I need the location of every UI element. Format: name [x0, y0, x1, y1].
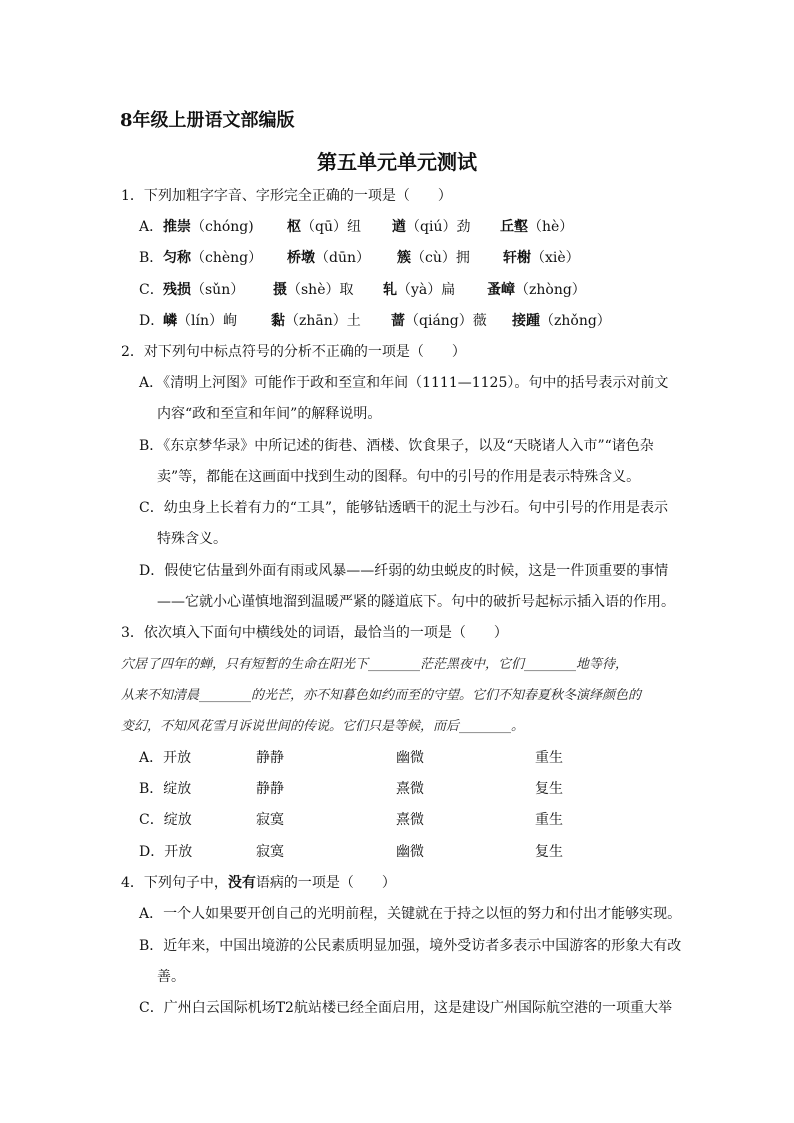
q4-line: A．一个人如果要开创自己的光明前程，关键就在于持之以恒的努力和付出才能够实现。: [139, 906, 682, 922]
question-1-stem: 1．下列加粗字字音、字形完全正确的一项是（ ）: [121, 188, 452, 204]
q3-option-word: 复生: [535, 781, 563, 797]
q4-line: 善。: [157, 969, 185, 985]
document-title: 第五单元单元测试: [317, 150, 477, 174]
q3-option-word: 静静: [256, 750, 284, 766]
q2-line: B．《东京梦华录》中所记述的街巷、酒楼、饮食果子，以及“天晓诸人入市”“诸色杂: [139, 438, 654, 454]
q3-option-word: 幽微: [396, 750, 424, 766]
q2-line: D．假使它估量到外面有雨或风暴——纤弱的幼虫蜕皮的时候，这是一件顶重要的事情: [139, 563, 669, 579]
q1-option-a-item: 枢（qū）纽: [287, 219, 361, 235]
q3-option-word: 熹微: [396, 812, 424, 828]
q1-option-c-label: C．: [139, 282, 164, 298]
q3-passage-line: 变幻，不知风花雪月诉说世间的传说。它们只是等候，而后________。: [121, 719, 525, 734]
question-3-stem: 3．依次填入下面句中横线处的词语，最恰当的一项是（ ）: [121, 625, 508, 641]
q1-option-b-item: 匀称（chèng）: [163, 250, 263, 266]
q3-option-word: 重生: [535, 812, 563, 828]
q1-option-b-item: 轩榭（xiè）: [503, 250, 580, 266]
q3-option-word: 重生: [535, 750, 563, 766]
q2-line: 内容“政和至宣和年间”的解释说明。: [157, 406, 382, 422]
q1-option-a-label: A．: [139, 219, 164, 235]
q1-option-b-item: 簇（cù）拥: [397, 250, 470, 266]
q2-line: 卖”等，都能在这画面中找到生动的图释。句中的引号的作用是表示特殊含义。: [157, 469, 641, 485]
q3-option-word: 幽微: [396, 844, 424, 860]
q1-option-d-item: 蔷（qiáng）薇: [391, 313, 487, 329]
q3-passage-line: 从来不知清晨________的光芒，亦不知暮色如约而至的守望。它们不知春夏秋冬演绎颜色的: [121, 688, 642, 703]
q3-option-label: A．开放: [139, 750, 192, 766]
q4-line: B．近年来，中国出境游的公民素质明显加强，境外受访者多表示中国游客的形象大有改: [139, 938, 682, 954]
q1-option-c-item: 轧（yà）扁: [383, 282, 456, 298]
q3-option-label: D．开放: [139, 844, 193, 860]
q1-option-d-label: D．: [139, 313, 165, 329]
q3-option-word: 静静: [256, 781, 284, 797]
q1-option-b-label: B．: [139, 250, 164, 266]
question-4-stem: 4．下列句子中，没有语病的一项是（ ）: [121, 875, 396, 891]
q1-option-c-item: 残损（sǔn）: [163, 282, 245, 298]
q1-option-a-item: 推崇（chóng): [163, 219, 254, 235]
q1-option-c-item: 蚤嶂（zhòng）: [487, 282, 586, 298]
q3-option-word: 复生: [535, 844, 563, 860]
q2-line: C．幼虫身上长着有力的“工具”，能够钻透晒干的泥土与沙石。句中引号的作用是表示: [139, 500, 669, 516]
q3-option-word: 寂寞: [256, 844, 284, 860]
q1-option-d-item: 接踵（zhǒng）: [512, 313, 611, 329]
q3-option-label: B．绽放: [139, 781, 192, 797]
q1-option-b-item: 桥墩（dūn）: [287, 250, 370, 266]
q3-option-label: C．绽放: [139, 812, 192, 828]
q3-passage-line: 穴居了四年的蝉，只有短暂的生命在阳光下________茫茫黑夜中，它们________地等待，: [121, 657, 629, 672]
q1-option-d-item: 嶙（lín）峋: [163, 313, 237, 329]
q1-option-a-item: 遒（qiú）劲: [392, 219, 471, 235]
q2-line: ——它就小心谨慎地溜到温暖严紧的隧道底下。句中的破折号起标示插入语的作用。: [157, 594, 675, 610]
q2-line: 特殊含义。: [157, 531, 227, 547]
q3-option-word: 寂寞: [256, 812, 284, 828]
q1-option-a-item: 丘壑（hè）: [500, 219, 574, 235]
q1-option-d-item: 黏（zhān）土: [271, 313, 361, 329]
q3-option-word: 熹微: [396, 781, 424, 797]
header-title: 8年级上册语文部编版: [120, 110, 295, 131]
q2-line: A．《清明上河图》可能作于政和至宣和年间（1111—1125）。句中的括号表示对前文: [139, 375, 669, 391]
question-2-stem: 2．对下列句中标点符号的分析不正确的一项是（ ）: [121, 344, 466, 360]
q1-option-c-item: 摄（shè）取: [273, 282, 354, 298]
q4-line: C．广州白云国际机场T2航站楼已经全面启用，这是建设广州国际航空港的一项重大举: [139, 1000, 672, 1016]
